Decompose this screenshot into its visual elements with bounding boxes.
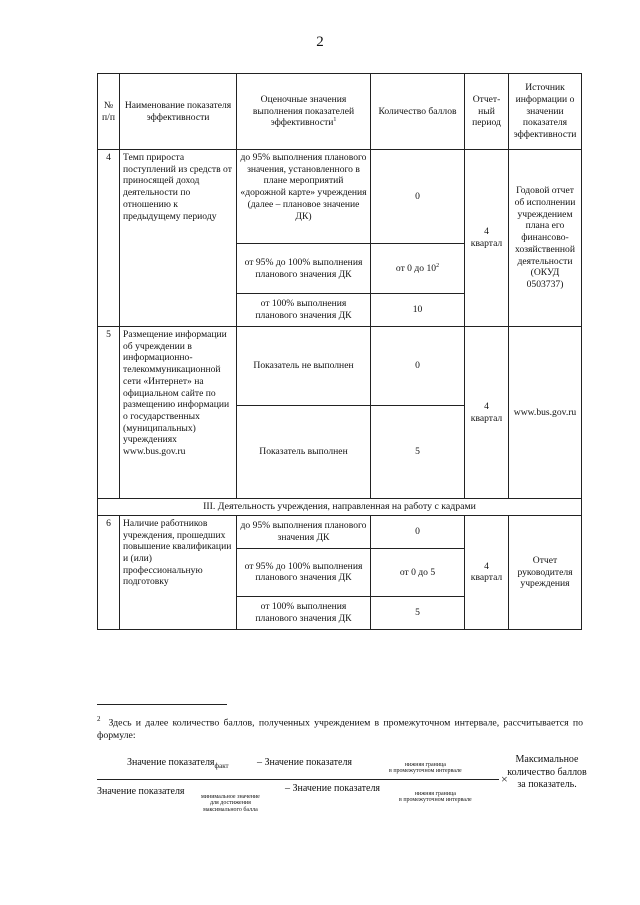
page-number: 2 [316, 34, 324, 50]
evaluation-value: от 95% до 100% выполнения планового значения ДК [237, 244, 371, 294]
row-number: 5 [98, 327, 120, 499]
formula-max-points: Максимальное количество баллов за показатель. [507, 754, 587, 790]
formula-multiply: × [501, 772, 508, 786]
footnote-marker: 2 [97, 715, 101, 723]
reporting-period: 4 квартал [465, 515, 509, 629]
points-value: от 0 до 5 [371, 548, 465, 596]
footnote-text: Здесь и далее количество баллов, полученных учреждением в промежуточном интервале, рассчитывается по формуле: [97, 717, 583, 742]
information-source: Отчет руководителя учреждения [509, 515, 582, 629]
formula-denominator-minus: – Значение показателя [285, 783, 381, 794]
header-name: Наименование показателя эффективности [120, 74, 237, 150]
indicator-name: Наличие работников учреждения, прошедших повышение квалификации и (или) профессиональную подготовку [120, 515, 237, 629]
header-points: Количество баллов [371, 74, 465, 150]
evaluation-value: Показатель не выполнен [237, 327, 371, 406]
table-row [98, 515, 582, 548]
information-source: www.bus.gov.ru [509, 327, 582, 499]
indicator-name: Размещение информации об учреждении в информационно-телекоммуникационной сети «Интернет» на официальном сайте по размещению информации о государственных (муниципальных) учреждениях www.bus.gov.ru [120, 327, 237, 499]
footnote-divider [97, 704, 227, 705]
evaluation-value: до 95% выполнения планового значения, установленного в плане мероприятий «дорожной карте» учреждения (далее – плановое значение ДК) [237, 150, 371, 244]
evaluation-value: от 100% выполнения планового значения ДК [237, 294, 371, 327]
formula-numerator-subscript: нижняя граница в промежуточном интервале [389, 762, 462, 775]
header-values: Оценочные значения выполнения показателей эффективности$^1$ [237, 74, 371, 150]
table-header-row [98, 74, 582, 150]
row-number: 4 [98, 150, 120, 327]
points-value: 10 [371, 294, 465, 327]
points-value: 5 [371, 406, 465, 499]
footnote [97, 715, 583, 743]
section-heading-row [98, 499, 582, 516]
header-num: № п/п [98, 74, 120, 150]
table-row [98, 327, 582, 406]
points-value: 0 [371, 327, 465, 406]
formula-denominator-value: Значение показателя [97, 786, 185, 797]
evaluation-value: Показатель выполнен [237, 406, 371, 499]
indicator-name: Темп прироста поступлений из средств от приносящей доход деятельности по отношению к предыдущему периоду [120, 150, 237, 327]
evaluation-value: от 95% до 100% выполнения планового значения ДК [237, 548, 371, 596]
formula-numerator-minus: – Значение показателя [257, 757, 353, 768]
points-value: 0 [371, 150, 465, 244]
points-value: 0 [371, 515, 465, 548]
header-period: Отчет-ный период [465, 74, 509, 150]
reporting-period: 4 квартал [465, 327, 509, 499]
points-value: 5 [371, 596, 465, 629]
evaluation-value: от 100% выполнения планового значения ДК [237, 596, 371, 629]
section-heading: III. Деятельность учреждения, направленная на работу с кадрами [98, 499, 582, 516]
fraction-line [97, 779, 499, 780]
points-formula [97, 750, 597, 830]
reporting-period: 4 квартал [465, 150, 509, 327]
information-source: Годовой отчет об исполнении учреждением плана его финансово-хозяйственной деятельности (ОКУД 0503737) [509, 150, 582, 327]
formula-numerator-value: Значение показателя$_{факт}$ [127, 757, 229, 770]
formula-denominator-subscript: минимальное значение для достижения максимального балла [201, 794, 260, 813]
points-value: от 0 до $10^2$ [371, 244, 465, 294]
formula-denominator-subscript-2: нижняя граница в промежуточном интервале [399, 791, 472, 804]
table-row [98, 150, 582, 244]
performance-indicators-table [97, 73, 582, 630]
header-source: Источник информации о значении показателя эффективности [509, 74, 582, 150]
evaluation-value: до 95% выполнения планового значения ДК [237, 515, 371, 548]
row-number: 6 [98, 515, 120, 629]
